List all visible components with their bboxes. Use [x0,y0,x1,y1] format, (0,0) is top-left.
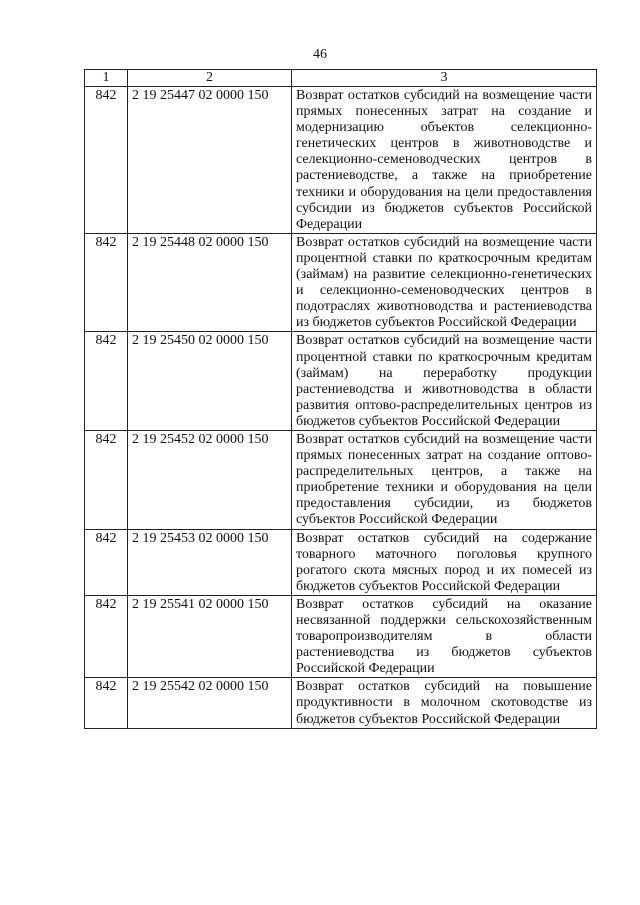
description-cell: Возврат остатков субсидий на возмещение части прямых понесенных затрат на создание оптово-распределительных центров, а также на приобретение техники и оборудования на цели предоставления субсидии, из бюджетов субъектов Российской Федерации [292,430,597,529]
column-header-1: 1 [85,70,128,87]
description-cell: Возврат остатков субсидий на возмещение части процентной ставки по краткосрочным кредитам (займам) на развитие селекционно-генетических и селекционно-семеноводческих центров в подотраслях животноводства и растениеводства из бюджетов субъектов Российской Федерации [292,233,597,332]
table-header-row [85,70,597,87]
table-row [85,678,597,728]
budget-code-cell: 2 19 25447 02 0000 150 [128,87,292,234]
table-row [85,332,597,431]
budget-code-cell: 2 19 25450 02 0000 150 [128,332,292,431]
admin-code-cell: 842 [85,332,128,431]
admin-code-cell: 842 [85,233,128,332]
table-row [85,595,597,677]
admin-code-cell: 842 [85,87,128,234]
description-cell: Возврат остатков субсидий на содержание товарного маточного поголовья крупного рогатого скота мясных пород и их помесей из бюджетов субъектов Российской Федерации [292,529,597,595]
budget-code-cell: 2 19 25542 02 0000 150 [128,678,292,728]
admin-code-cell: 842 [85,595,128,677]
admin-code-cell: 842 [85,430,128,529]
description-cell: Возврат остатков субсидий на возмещение части процентной ставки по краткосрочным кредитам (займам) на переработку продукции растениеводства и животноводства в области развития оптово-распределительных центров из бюджетов субъектов Российской Федерации [292,332,597,431]
admin-code-cell: 842 [85,678,128,728]
column-header-2: 2 [128,70,292,87]
description-cell: Возврат остатков субсидий на повышение продуктивности в молочном скотоводстве из бюджетов субъектов Российской Федерации [292,678,597,728]
admin-code-cell: 842 [85,529,128,595]
table-row [85,233,597,332]
budget-code-cell: 2 19 25541 02 0000 150 [128,595,292,677]
table-row [85,529,597,595]
description-cell: Возврат остатков субсидий на возмещение части прямых понесенных затрат на создание и модернизацию объектов селекционно-генетических центров в животноводстве и селекционно-семеноводческих центров в растениеводстве, а также на приобретение техники и оборудования на цели предоставления субсидии из бюджетов субъектов Российской Федерации [292,87,597,234]
table-row [85,87,597,234]
budget-code-cell: 2 19 25448 02 0000 150 [128,233,292,332]
budget-codes-table [84,69,597,729]
budget-code-cell: 2 19 25452 02 0000 150 [128,430,292,529]
column-header-3: 3 [292,70,597,87]
budget-code-cell: 2 19 25453 02 0000 150 [128,529,292,595]
page-number: 46 [313,47,327,62]
table-row [85,430,597,529]
description-cell: Возврат остатков субсидий на оказание несвязанной поддержки сельскохозяйственным товаропроизводителям в области растениеводства из бюджетов субъектов Российской Федерации [292,595,597,677]
